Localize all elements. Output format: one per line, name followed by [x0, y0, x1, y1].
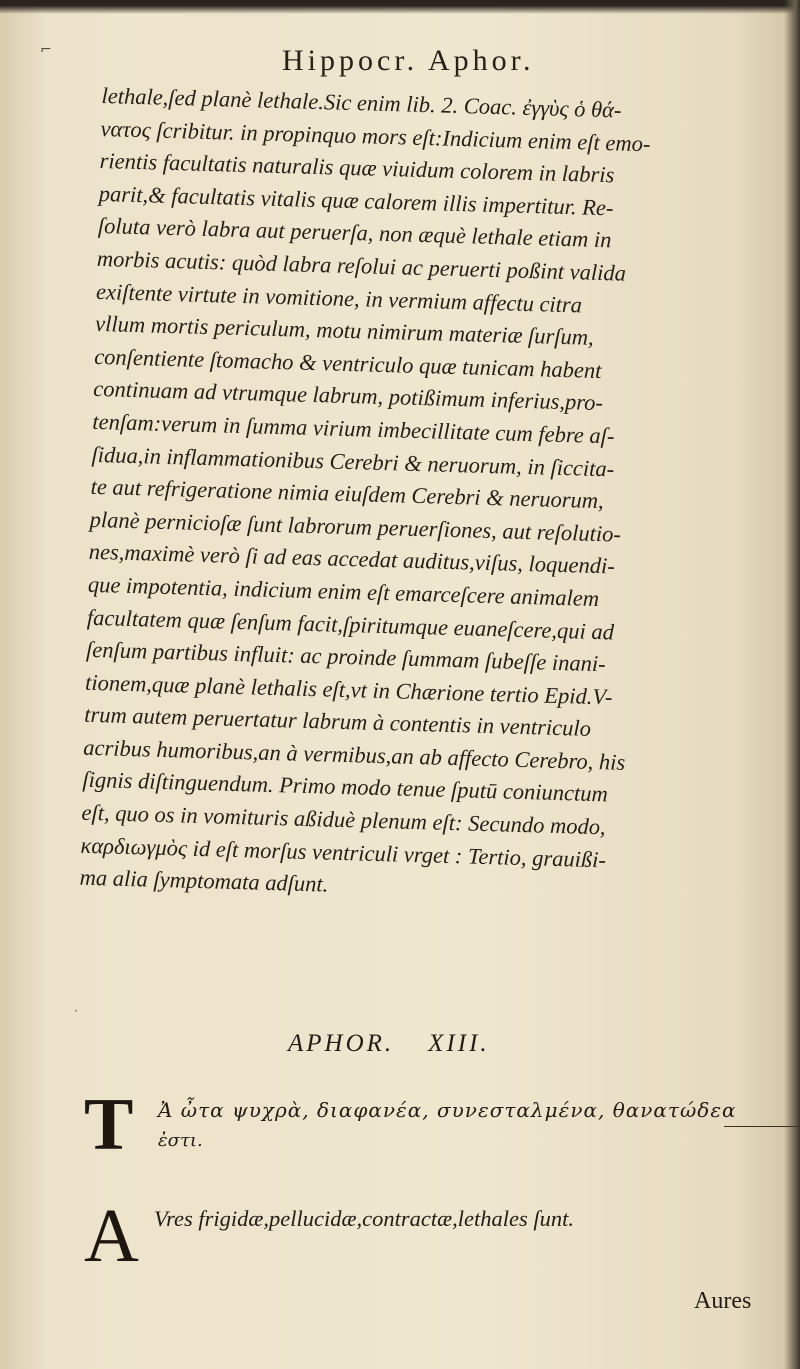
text-line: parit,& facultatis vitalis quæ calorem illis impertitur. Re-	[98, 180, 614, 221]
text-line: tenſam:verum in ſumma virium imbecillitate cum febre aſ-	[92, 408, 615, 449]
text-line: planè pernicioſæ ſunt labrorum peruerſiones, aut reſolutio-	[89, 506, 622, 547]
text-line: te aut refrigeratione nimia eiuſdem Cerebri & neruorum,	[90, 473, 605, 514]
text-line: lethale,ſed planè lethale.Sic enim lib. 2. Coac. ἐγγὺς ὁ θά-	[101, 82, 622, 123]
text-line: vllum mortis periculum, motu nimirum materiæ ſurſum,	[94, 311, 595, 350]
text-line: que impotentia, indicium enim eſt emarceſcere animalem	[87, 571, 600, 611]
text-line: exiſtente virtute in vomitione, in vermium affectu citra	[95, 278, 583, 318]
text-line: καρδιωγμὸς id eſt morſus ventriculi vrget : Tertio, grauißi-	[80, 832, 607, 873]
text-line: morbis acutis: quòd labra reſolui ac peruerti poßint valida	[96, 245, 627, 286]
margin-speck: ⌐	[40, 42, 52, 58]
text-line: continuam ad vtrumque labrum, potißimum inferius,pro-	[93, 376, 604, 416]
aphorism-label: APHOR.	[288, 1030, 395, 1057]
greek-line-1: Ἀ ὦτα ψυχρὰ, διαφανέα, συνεσταλμένα, θανατώδεα	[158, 1098, 737, 1122]
text-line: acribus humoribus,an à vermibus,an ab affecto Cerebro, his	[83, 734, 626, 775]
text-line: eſt, quo os in vomituris aßiduè plenum eſt: Secundo modo,	[81, 799, 607, 840]
page-top-shadow	[0, 0, 800, 14]
text-line: nes,maximè verò ſi ad eas accedat auditus,viſus, loquendi-	[88, 539, 616, 579]
greek-line-2: ἐστι.	[158, 1130, 203, 1151]
aphorism-number: XIII.	[428, 1030, 490, 1057]
aphorism-heading	[288, 1030, 490, 1058]
text-line: ſenſum partibus influit: ac proinde ſummam ſubeſſe inani-	[85, 636, 606, 677]
text-line: ſignis diſtinguendum. Primo modo tenue ſputū coniunctum	[82, 767, 609, 807]
latin-line: Vres frigidæ,pellucidæ,contractæ,lethales ſunt.	[154, 1206, 574, 1231]
margin-speck: ·	[74, 1004, 78, 1018]
text-line: conſentiente ſtomacho & ventriculo quæ tunicam habent	[93, 343, 602, 383]
greek-dropcap: T	[84, 1084, 134, 1166]
latin-aphorism	[84, 1196, 774, 1276]
text-line: ma alia ſymptomata adſunt.	[79, 864, 329, 897]
catchword: Aures	[694, 1288, 752, 1314]
text-line: rientis facultatis naturalis quæ viuidum colorem in labris	[99, 148, 615, 188]
text-line: trum autem peruertatur labrum à contentis in ventriculo	[83, 702, 592, 742]
text-line: facultatem quæ ſenſum facit,ſpiritumque euaneſcere,qui ad	[86, 604, 615, 645]
text-line: ſidua,in inflammationibus Cerebri & neruorum, in ſiccita-	[91, 441, 615, 481]
running-head: Hippocr. Aphor.	[282, 44, 535, 77]
text-line: ſoluta verò labra aut peruerſa, non æquè lethale etiam in	[97, 213, 612, 253]
text-line: νατος ſcribitur. in propinquo mors eſt:Indicium enim eſt emo-	[100, 115, 651, 156]
greek-aphorism	[84, 1084, 774, 1166]
greek-underline-rule	[724, 1126, 800, 1127]
text-line: tionem,quæ planè lethalis eſt,vt in Chærione tertio Epid.V-	[84, 669, 613, 710]
latin-dropcap: A	[84, 1194, 139, 1278]
commentary-body	[79, 80, 791, 914]
